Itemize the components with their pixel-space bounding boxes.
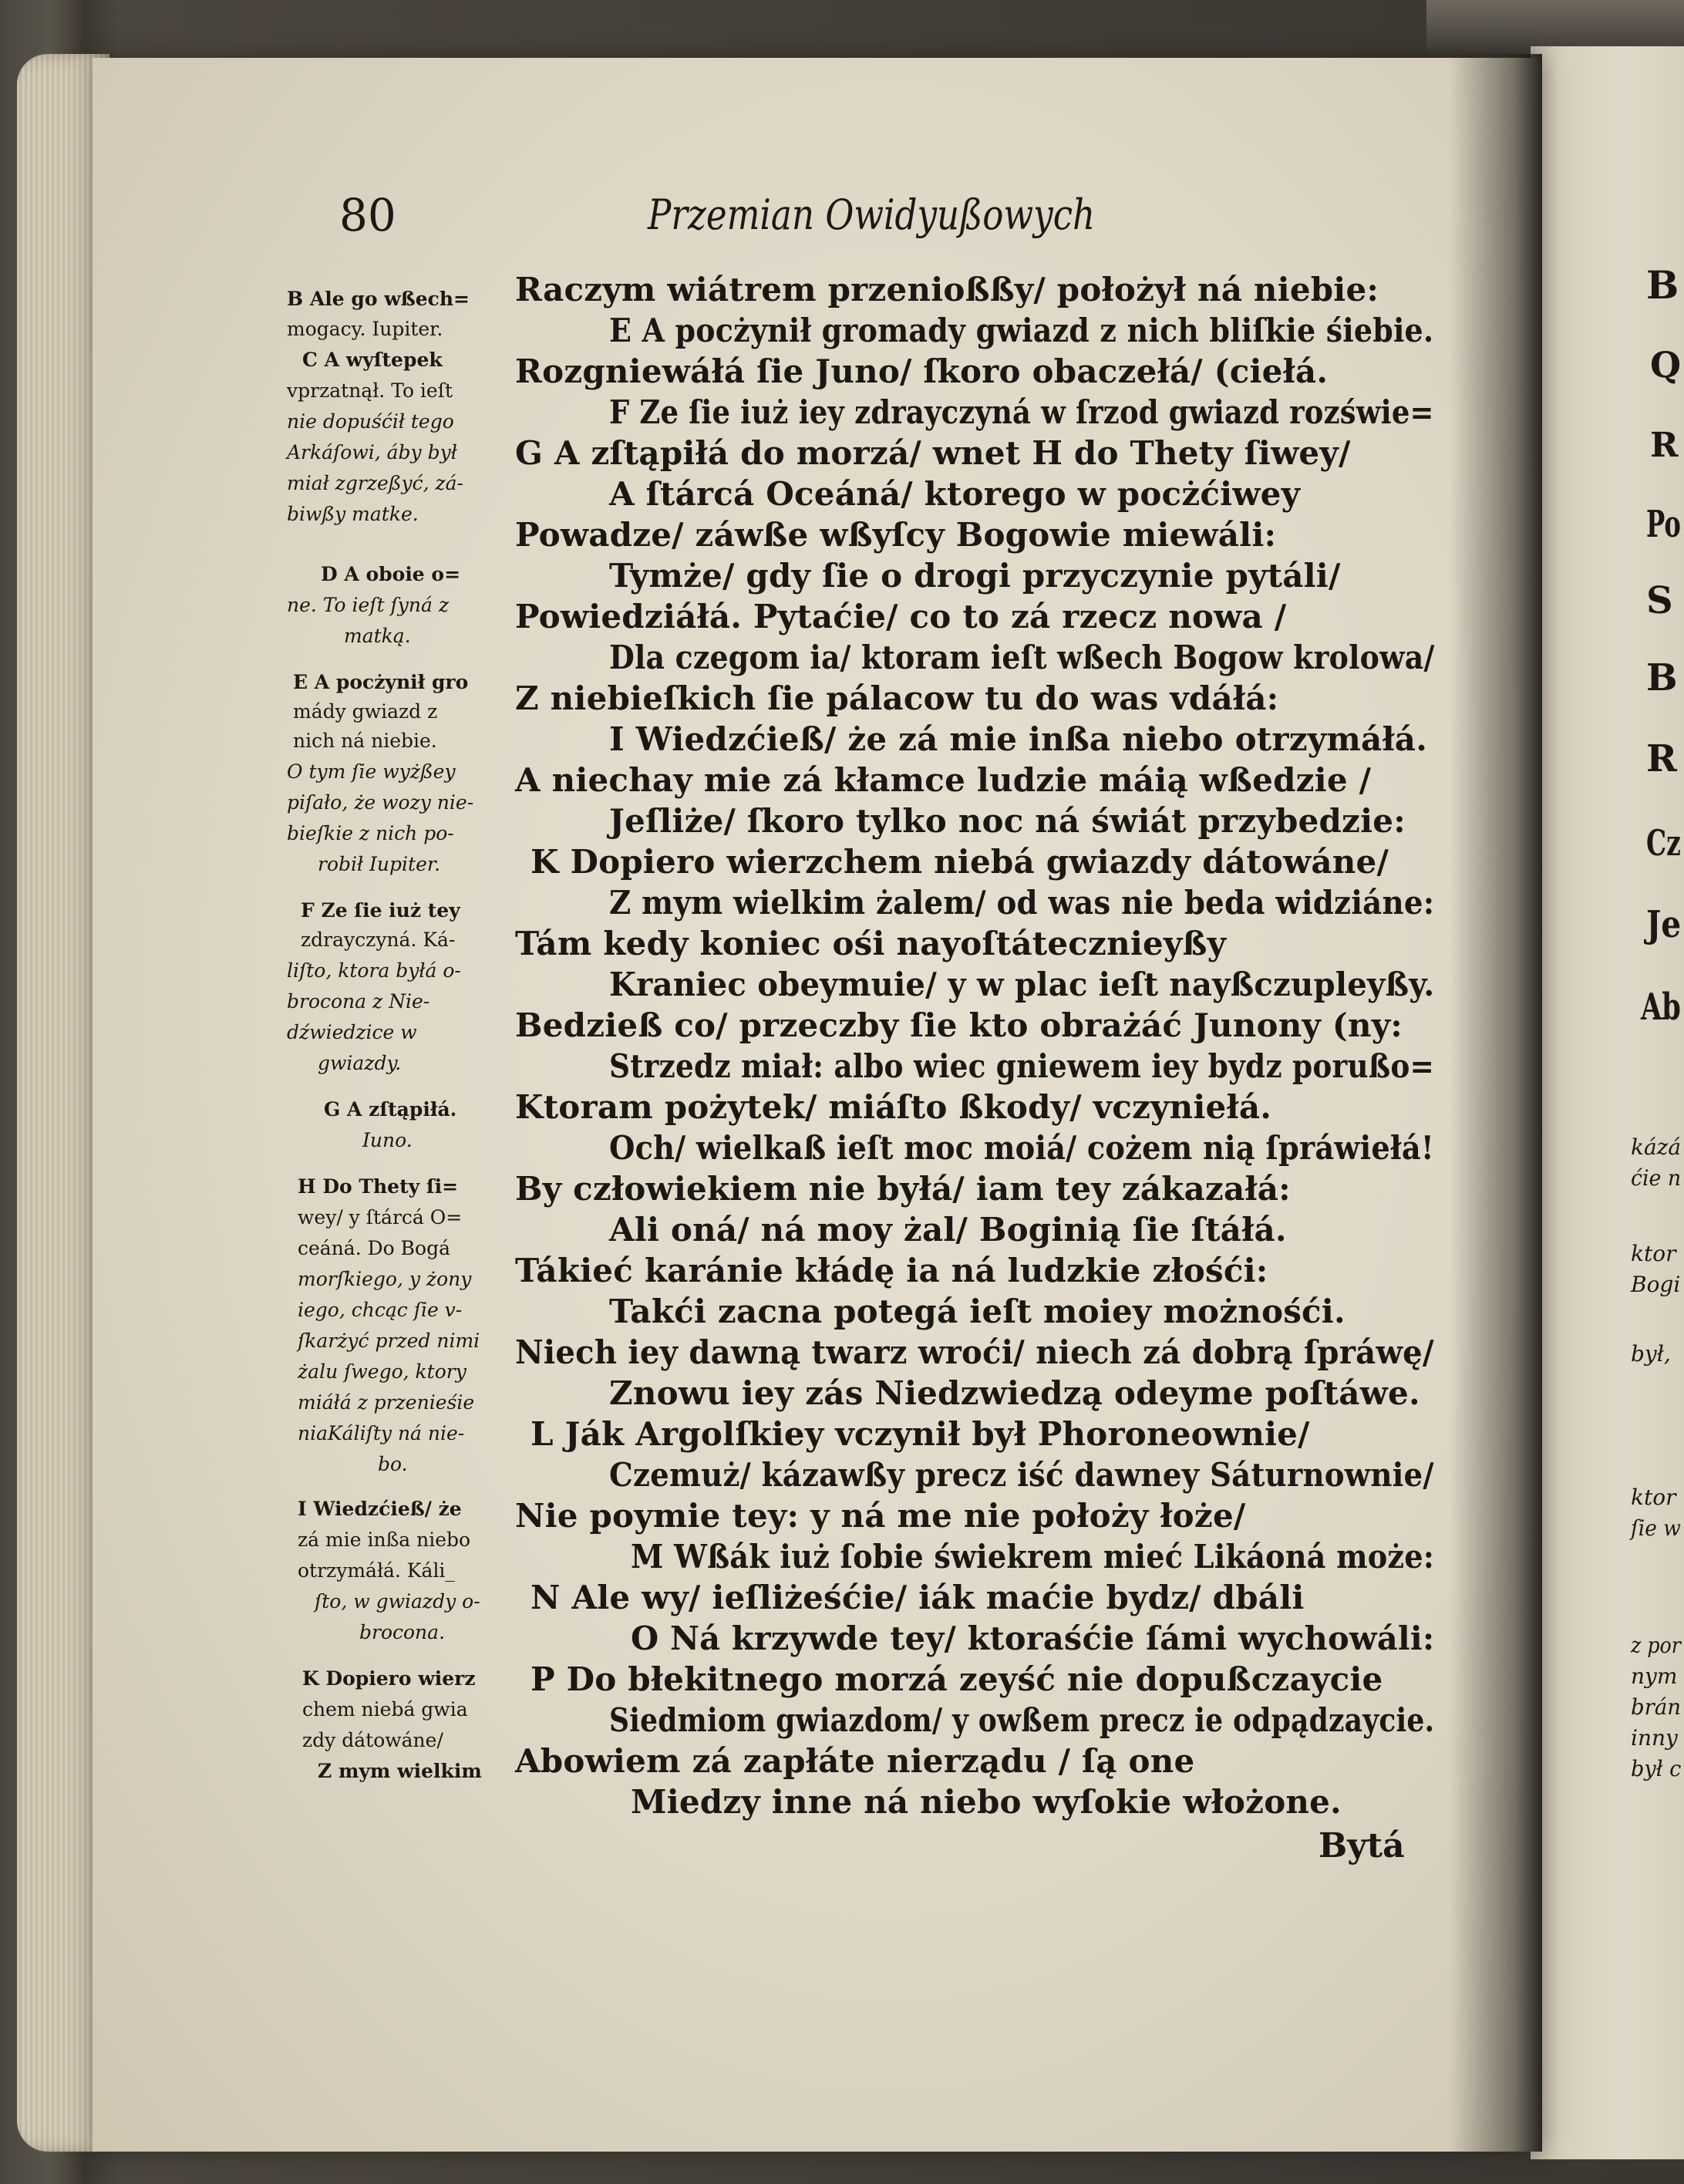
gloss-line: brocona z Nie- (287, 990, 430, 1013)
fragment-initial: Je (1646, 903, 1682, 946)
text-line: Rozgniewáłá ſie Juno/ ſkoro obaczełá/ (ciełá. (515, 352, 1329, 390)
fragment-note: ſie w (1631, 1515, 1681, 1541)
text-line: Och/ wielkaß ieſt moc moiá/ cożem nią ſpráwiełá! (609, 1129, 1434, 1167)
catchword: Bytá (1319, 1826, 1405, 1866)
fragment-note: brán (1631, 1694, 1682, 1720)
running-head: Przemian Owidyußowych (648, 190, 1096, 239)
fragment-initial: S (1646, 579, 1673, 622)
fragment-initial: R (1650, 426, 1679, 465)
gloss-line: C A wyſtepek (302, 349, 443, 371)
gloss-line: miał zgrzeßyć, zá- (287, 472, 463, 494)
fragment-note: kázá (1631, 1134, 1682, 1160)
gloss-line: zá mie inßa niebo (298, 1528, 471, 1551)
text-line: Tám kedy koniec ośi nayoſtátecznieyßy (515, 925, 1227, 962)
gloss-line: mogacy. Iupiter. (287, 318, 443, 340)
text-line: Niech iey dawną twarz wroći/ niech zá dobrą ſpráwę/ (515, 1333, 1434, 1371)
text-line: By człowiekiem nie byłá/ iam tey zákazałá: (515, 1170, 1291, 1208)
text-line: Powiedziáłá. Pytaćie/ co to zá rzecz nowa / (515, 598, 1287, 635)
fragment-initial: B (1646, 262, 1679, 308)
gloss-line: D A oboie o= (321, 563, 461, 585)
text-line: Dla czegom ia/ ktoram ieſt wßech Bogow krolowa/ (609, 639, 1435, 676)
text-line: I Wiedzćieß/ że zá mie inßa niebo otrzymáłá. (609, 720, 1428, 758)
fragment-note: Bogi (1631, 1272, 1681, 1297)
text-line: P Do błekitnego morzá zeyść nie dopußczaycie (530, 1660, 1383, 1698)
text-line: Siedmiom gwiazdom/ y owßem precz ie odpądzaycie. (609, 1701, 1435, 1739)
text-line: A niechay mie zá kłamce ludzie máią wßedzie / (515, 761, 1372, 799)
gloss-line: gwiazdy. (318, 1052, 402, 1074)
gloss-line: matką. (344, 625, 411, 647)
fragment-initial: Cz (1646, 822, 1681, 864)
gloss-line: piſało, że wozy nie- (287, 791, 474, 814)
gutter-shadow (1450, 54, 1542, 2152)
text-line: Jeſliże/ ſkoro tylko noc ná świát przybedzie: (609, 802, 1406, 840)
gloss-line: żalu ſwego, ktory (298, 1360, 466, 1383)
gloss-line: G A zſtąpiłá. (324, 1098, 457, 1121)
fragment-initial: R (1646, 737, 1677, 780)
gloss-line: miáłá z przenieśie (298, 1391, 475, 1414)
gloss-line: mády gwiazd z (293, 700, 438, 723)
gloss-line: zdrayczyná. Ká- (301, 929, 456, 951)
gloss-line: wey/ y ſtárcá O= (298, 1206, 463, 1228)
text-line: Takći zacna potegá ieſt moiey możnośći. (609, 1293, 1346, 1330)
text-line: K Dopiero wierzchem niebá gwiazdy dátowáne/ (530, 843, 1389, 881)
text-line: Z mym wielkim żalem/ od was nie beda widziáne: (609, 884, 1435, 922)
text-line: Tymże/ gdy ſie o drogi przyczynie pytáli/ (609, 557, 1341, 595)
gloss-line: robił Iupiter. (318, 853, 441, 875)
fragment-initial: Ab (1641, 986, 1681, 1029)
gloss-line: brocona. (359, 1621, 446, 1643)
fragment-note: inny (1631, 1725, 1678, 1751)
gloss-line: O tym ſie wyżßey (287, 760, 456, 783)
gloss-line: nie dopuśćił tego (287, 410, 454, 433)
gloss-line: iego, chcąc ſie v- (298, 1299, 463, 1321)
fragment-initial: Po (1646, 503, 1681, 546)
text-line: A ſtárcá Oceáná/ ktorego w pocżćiwey (609, 475, 1301, 513)
gloss-line: E A pocżynił gro (293, 671, 469, 693)
fragment-note: ktor (1631, 1485, 1676, 1510)
gloss-line: nich ná niebie. (293, 730, 437, 752)
gloss-line: chem niebá gwia (302, 1698, 468, 1721)
fragment-note: z por (1631, 1633, 1681, 1658)
gloss-line: morſkiego, y żony (298, 1268, 472, 1290)
gloss-line: biwßy matke. (287, 503, 419, 525)
text-line: F Ze ſie iuż iey zdrayczyná w ſrzod gwiazd rozświe= (609, 393, 1434, 431)
gloss-line: ſkarżyć przed nimi (298, 1330, 480, 1352)
gloss-line: vprzatnął. To ieſt (287, 379, 453, 402)
fragment-initial: Q (1650, 344, 1682, 386)
text-line: L Ják Argolſkiey vczynił był Phoroneownie/ (530, 1415, 1310, 1453)
gloss-line: I Wiedzćieß/ że (298, 1498, 462, 1520)
gloss-line: bo. (378, 1453, 408, 1475)
text-line: N Ale wy/ ieſliżeśćie/ iák maćie bydz/ dbáli (530, 1579, 1305, 1616)
text-line: Tákieć karánie kłádę ia ná ludzkie złośći: (515, 1252, 1268, 1289)
fragment-initial: B (1646, 656, 1678, 699)
gloss-line: H Do Thety ſi= (298, 1175, 459, 1198)
fragment-note: ktor (1631, 1241, 1676, 1266)
gloss-line: liſto, ktora byłá o- (287, 959, 461, 982)
gloss-line: zdy dátowáne/ (302, 1729, 443, 1751)
gloss-line: ceáná. Do Bogá (298, 1237, 450, 1259)
gloss-line: Arkáſowi, áby był (287, 441, 457, 463)
fragment-note: był c (1631, 1756, 1682, 1781)
text-line: Powadze/ záwße wßyſcy Bogowie miewáli: (515, 516, 1277, 554)
gloss-line: ne. To ieſt ſyná z (287, 594, 450, 616)
fragment-note: ćie n (1631, 1165, 1682, 1191)
text-line: Z niebieſkich ſie pálacow tu do was vdáłá: (515, 679, 1279, 717)
gloss-line: Iuno. (362, 1129, 413, 1151)
gloss-line: otrzymáłá. Káli_ (298, 1559, 455, 1582)
gloss-line: Z mym wielkim (318, 1760, 482, 1782)
gloss-line: niaKáliſty ná nie- (298, 1422, 465, 1444)
text-line: Abowiem zá zapłáte nierządu / ſą one (515, 1742, 1195, 1780)
fragment-note: nym (1631, 1663, 1678, 1689)
text-line: Bedzieß co/ przeczby ſie kto obrażáć Junony (ny: (515, 1006, 1403, 1044)
gloss-line: dźwiedzice w (287, 1021, 417, 1043)
text-line: Miedzy inne ná niebo wyſokie włożone. (631, 1783, 1342, 1821)
text-line: O Ná krzywde tey/ ktoraśćie ſámi wychowáli: (631, 1619, 1435, 1657)
text-line: Kraniec obeymuie/ y w plac ieſt nayßczupleyßy. (609, 966, 1435, 1003)
text-line: Strzedz miał: albo wiec gniewem iey bydz porußo= (609, 1047, 1435, 1085)
text-line: Nie poymie tey: y ná me nie położy łoże/ (515, 1497, 1246, 1535)
gloss-line: B Ale go wßech= (287, 288, 470, 310)
text-line: Ali oná/ ná moy żal/ Boginią ſie ſtáłá. (609, 1211, 1287, 1249)
gloss-line: F Ze ſie iuż tey (301, 899, 460, 922)
gloss-line: bieſkie z nich po- (287, 822, 454, 844)
gloss-line: ſto, w gwiazdy o- (315, 1590, 480, 1613)
text-line: G A zſtąpiłá do morzá/ wnet H do Thety ſiwey/ (515, 434, 1351, 472)
text-line: Czemuż/ kázawßy precz iść dawney Sáturnownie/ (609, 1456, 1434, 1494)
text-line: Raczym wiátrem przenioßßy/ położył ná niebie: (515, 271, 1379, 308)
gloss-line: K Dopiero wierz (302, 1667, 476, 1690)
fragment-note: był, (1631, 1341, 1671, 1367)
text-line: M Wßák iuż ſobie świekrem mieć Likáoná może: (631, 1538, 1435, 1576)
page-number: 80 (339, 189, 396, 241)
text-line: E A pocżynił gromady gwiazd z nich bliſkie śiebie. (609, 312, 1434, 349)
text-line: Znowu iey zás Niedzwiedzą odeyme poſtáwe. (609, 1374, 1420, 1412)
text-line: Ktoram pożytek/ miáſto ßkody/ vczyniełá. (515, 1088, 1272, 1126)
